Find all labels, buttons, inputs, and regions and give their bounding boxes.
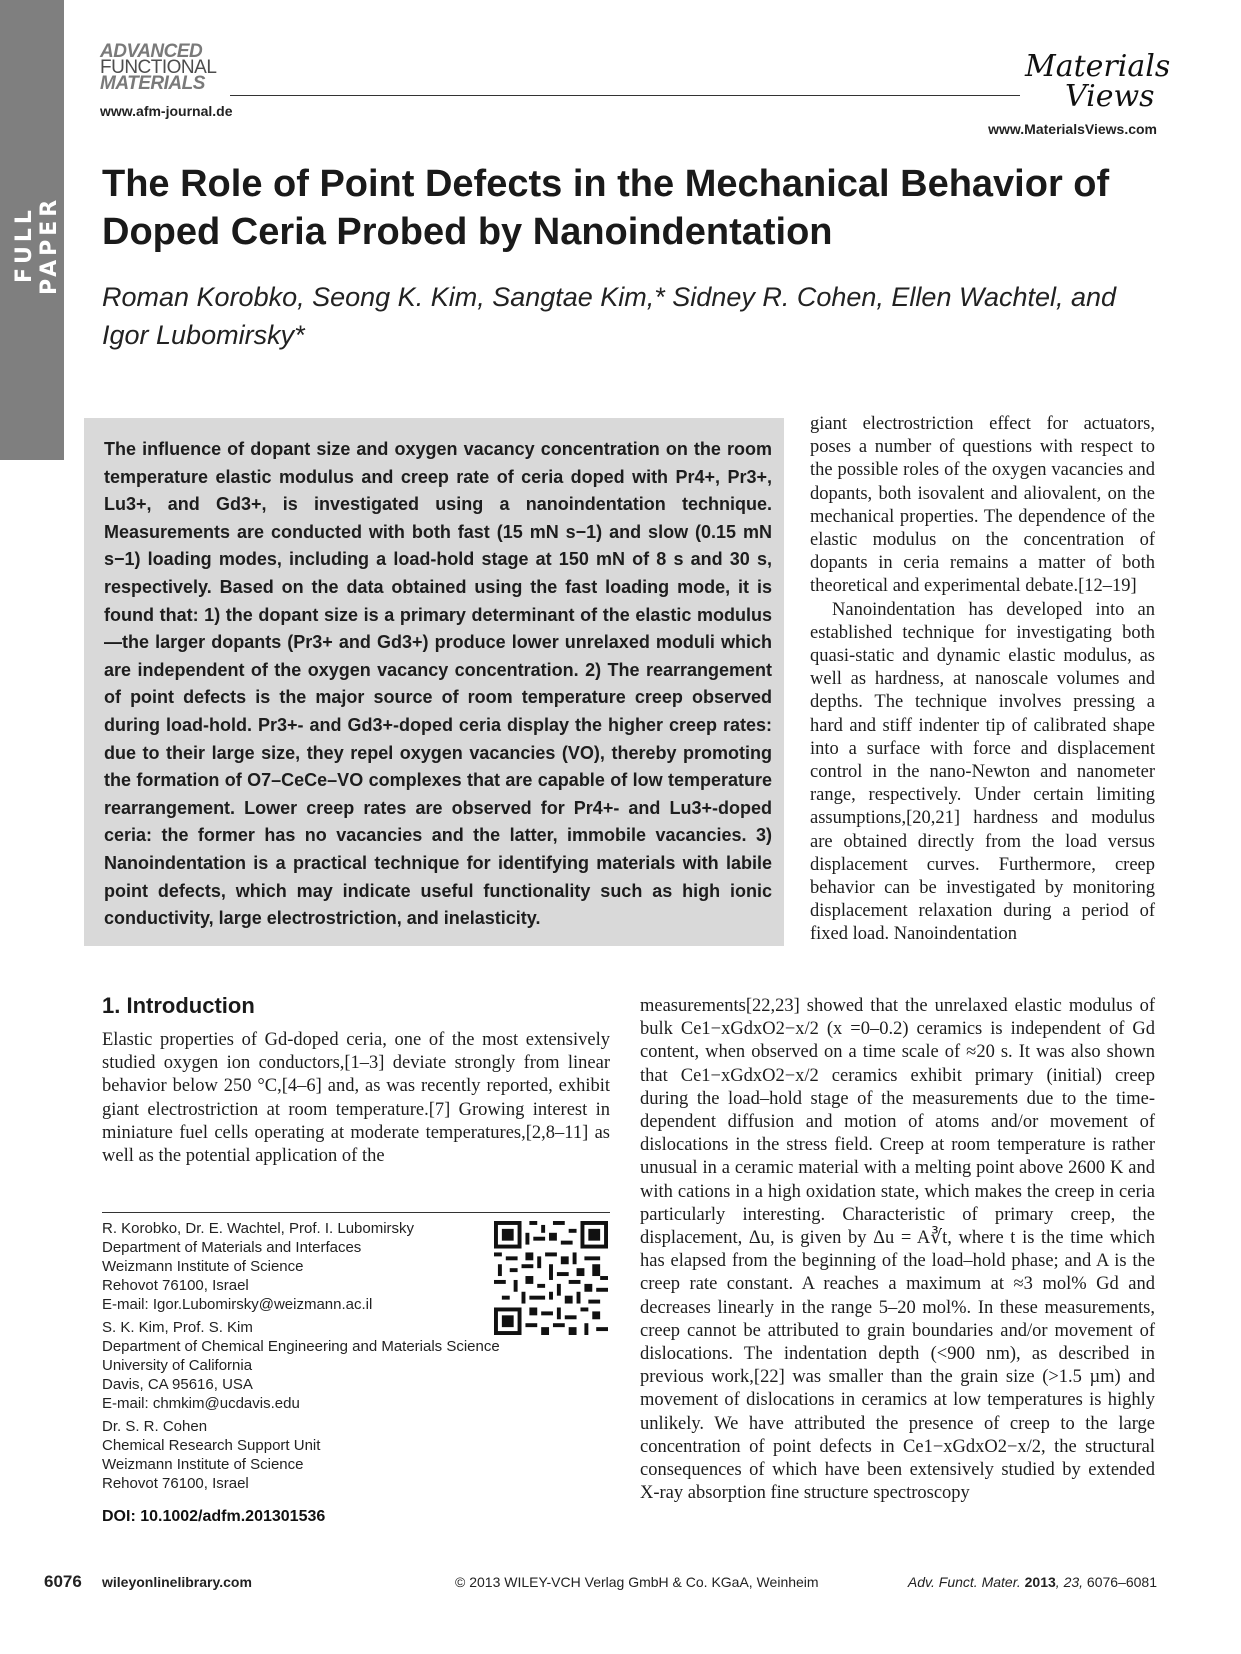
body-paragraph: Nanoindentation has developed into an established technique for investigating both quasi-static and dynamic elastic modulus, as well as hardness, at nanoscale volumes and depths. The technique involves pressing a hard and stiff indenter tip of calibrated shape into a surface with force and displacement control in the nano-Newton and nanometer range, respectively. Under certain limiting assumptions,[20,21] hardness and modulus are obtained directly from the load versus displacement curves. Furthermore, creep behavior can be investigated by monitoring displacement relaxation during a period of fixed load. Nanoindentation bbox=[810, 599, 1155, 945]
affiliations bbox=[102, 1219, 532, 1497]
publisher-logo-line2: Views bbox=[1065, 79, 1155, 114]
affiliation-names: Dr. S. R. Cohen bbox=[102, 1418, 208, 1435]
section-tab bbox=[0, 0, 64, 460]
affiliation-names: S. K. Kim, Prof. S. Kim bbox=[102, 1319, 253, 1336]
affiliation-line: Department of Chemical Engineering and Materials Science bbox=[102, 1338, 500, 1355]
footer-url[interactable]: wileyonlinelibrary.com bbox=[102, 1574, 252, 1590]
affiliation-divider bbox=[102, 1212, 610, 1213]
publisher-logo-line1: Materials bbox=[1025, 49, 1171, 84]
publisher-logo bbox=[1025, 49, 1171, 114]
page-number: 6076 bbox=[44, 1572, 82, 1591]
header-divider bbox=[230, 95, 1020, 96]
citation-journal: Adv. Funct. Mater. bbox=[907, 1574, 1021, 1590]
qr-code-icon[interactable] bbox=[494, 1221, 608, 1335]
affiliation-line: Department of Materials and Interfaces bbox=[102, 1239, 362, 1256]
copyright-notice: © 2013 WILEY-VCH Verlag GmbH & Co. KGaA, Weinheim bbox=[455, 1574, 819, 1590]
right-column-top bbox=[810, 413, 1155, 947]
article-title: The Role of Point Defects in the Mechanical Behavior of Doped Ceria Probed by Nanoindentation bbox=[102, 163, 1110, 253]
publisher-url[interactable]: www.MaterialsViews.com bbox=[988, 121, 1157, 137]
affiliation-line: Rehovot 76100, Israel bbox=[102, 1475, 249, 1492]
article-authors: Roman Korobko, Seong K. Kim, Sangtae Kim,* Sidney R. Cohen, Ellen Wachtel, and Igor Lubomirsky* bbox=[102, 282, 1117, 350]
affiliation-line: Weizmann Institute of Science bbox=[102, 1258, 304, 1275]
affiliation-line: Davis, CA 95616, USA bbox=[102, 1376, 253, 1393]
section-heading: 1. Introduction bbox=[102, 993, 255, 1018]
section-tab-label: FULL PAPER bbox=[12, 195, 62, 295]
page-footer bbox=[0, 1572, 1241, 1596]
body-paragraph: measurements[22,23] showed that the unrelaxed elastic modulus of bulk Ce1−xGdxO2−x/2 (x =0–0.2) ceramics is independent of Gd content, when observed on a time scale of ≈20 s. It was also shown that Ce1−xGdxO2−x/2 ceramics exhibit primary (initial) creep during the load–hold stage of the measurements due to the time-dependent diffusion and motion of atoms and/or movement of dislocations in the stress field. Creep at room temperature is rather unusual in a ceramic material with a melting point above 2600 K and with cations in a high oxidation state, which makes the creep in ceria particularly interesting. Characteristic of primary creep, the displacement, Δu, is given by Δu = A∛t, where t is the time which has elapsed from the beginning of the load–hold phase; and A is the creep rate constant. A reaches a maximum at ≈3 mol% Gd and decreases linearly in the range 5–20 mol%. In these measurements, creep cannot be attributed to grain boundaries and/or movement of dislocations. The indentation depth (<900 nm), as described in previous work,[22] was smaller than the grain size (>1.5 µm) and movement of dislocations in ceramics at low temperatures is highly unlikely. We have attributed the presence of creep to the large concentration of point defects in Ce1−xGdxO2−x/2, the structural consequences of which have been extensively studied by extended X-ray absorption fine structure spectroscopy bbox=[640, 996, 1155, 1504]
affiliation-line: Chemical Research Support Unit bbox=[102, 1437, 321, 1454]
doi[interactable]: DOI: 10.1002/adfm.201301536 bbox=[102, 1508, 326, 1525]
affiliation-email[interactable]: E-mail: Igor.Lubomirsky@weizmann.ac.il bbox=[102, 1296, 373, 1313]
journal-logo bbox=[100, 41, 230, 94]
affiliation-email[interactable]: E-mail: chmkim@ucdavis.edu bbox=[102, 1395, 300, 1412]
journal-logo-line1: ADVANCED bbox=[100, 41, 203, 62]
citation-year: 2013 bbox=[1024, 1574, 1056, 1590]
body-paragraph: giant electrostriction effect for actuators, poses a number of questions with respect to the possible roles of the oxygen vacancies and dopants, both isovalent and aliovalent, on the mechanical properties. The dependence of the elastic modulus on the concentration of dopants in ceria remains a matter of both theoretical and experimental debate.[12–19] bbox=[810, 414, 1155, 597]
journal-url[interactable]: www.afm-journal.de bbox=[100, 103, 233, 119]
affiliation-block bbox=[102, 1219, 532, 1314]
affiliation-line: University of California bbox=[102, 1357, 253, 1374]
citation: Adv. Funct. Mater. 2013, 23, 6076–6081 bbox=[907, 1574, 1157, 1590]
citation-volume: 23 bbox=[1063, 1574, 1080, 1590]
citation-pages: 6076–6081 bbox=[1086, 1574, 1157, 1590]
affiliation-block bbox=[102, 1318, 532, 1413]
affiliation-block bbox=[102, 1417, 532, 1493]
body-paragraph: Elastic properties of Gd-doped ceria, one of the most extensively studied oxygen ion conductors,[1–3] deviate strongly from linear behavior below 250 °C,[4–6] and, as was recently reported, exhibit giant electrostriction at room temperature.[7] Growing interest in miniature fuel cells operating at moderate temperatures,[2,8–11] as well as the potential application of the bbox=[102, 1030, 610, 1167]
affiliation-line: Weizmann Institute of Science bbox=[102, 1456, 304, 1473]
affiliation-line: Rehovot 76100, Israel bbox=[102, 1277, 249, 1294]
journal-logo-line2: FUNCTIONAL bbox=[100, 57, 217, 78]
journal-logo-line3: MATERIALS bbox=[100, 73, 205, 94]
abstract-box bbox=[84, 418, 784, 946]
abstract-text: The influence of dopant size and oxygen vacancy concentration on the room temperature elastic modulus and creep rate of ceria doped with Pr4+, Pr3+, Lu3+, and Gd3+, is investigated using a nanoindentation technique. Measurements are conducted with both fast (15 mN s−1) and slow (0.15 mN s−1) loading modes, including a load-hold stage at 150 mN of 8 s and 30 s, respectively. Based on the data obtained using the fast loading mode, it is found that: 1) the dopant size is a primary determinant of the elastic modulus—the larger dopants (Pr3+ and Gd3+) produce lower unrelaxed moduli which are independent of the oxygen vacancy concentration. 2) The rearrangement of point defects is the major source of room temperature creep observed during load-hold. Pr3+- and Gd3+-doped ceria display the higher creep rates: due to their large size, they repel oxygen vacancies (VO), thereby promoting the formation of O7–CeCe–VO complexes that are capable of low temperature rearrangement. Lower creep rates are observed for Pr4+- and Lu3+-doped ceria: the former has no vacancies and the latter, immobile vacancies. 3) Nanoindentation is a practical technique for identifying materials with labile point defects, which may indicate useful functionality such as high ionic conductivity, large electrostriction, and inelasticity. bbox=[104, 439, 772, 929]
affiliation-names: R. Korobko, Dr. E. Wachtel, Prof. I. Lubomirsky bbox=[102, 1220, 415, 1237]
